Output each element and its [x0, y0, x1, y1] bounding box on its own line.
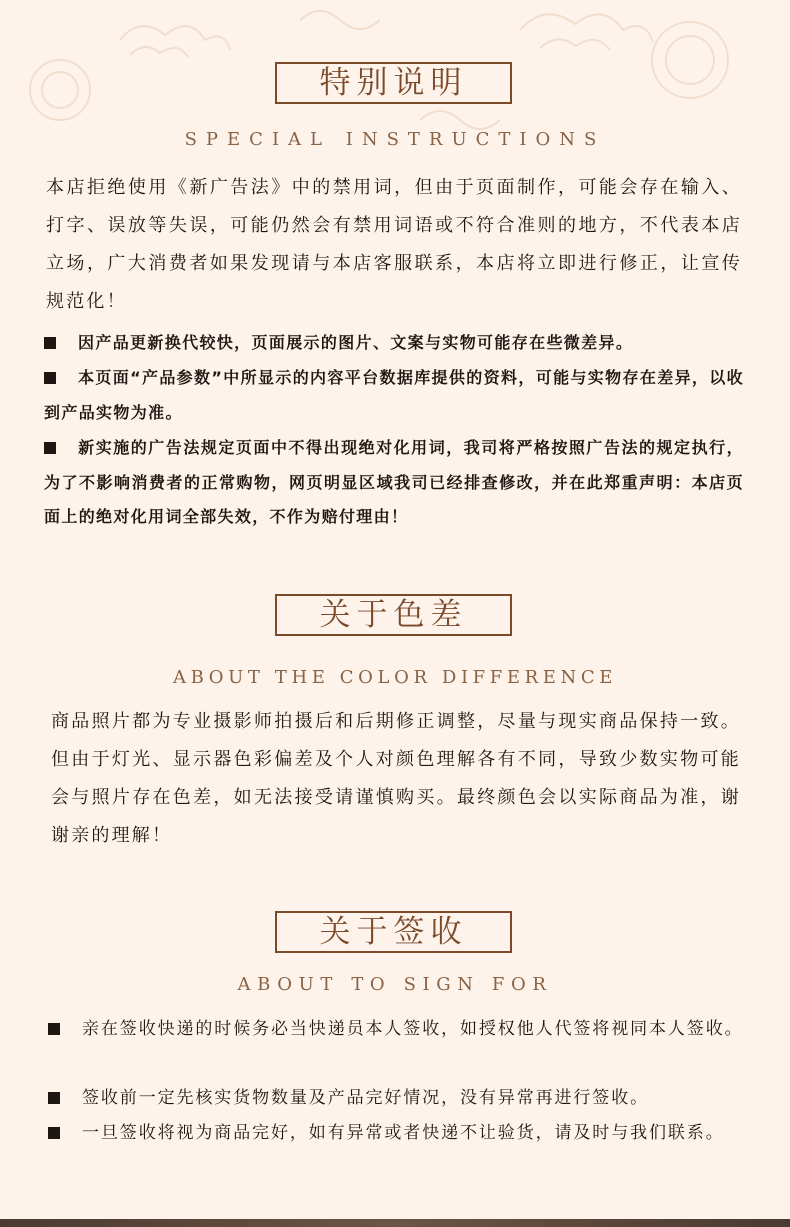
square-bullet-icon [48, 1023, 60, 1035]
square-bullet-icon [48, 1092, 60, 1104]
special-bullet-3-text: 新实施的广告法规定页面中不得出现绝对化用词，我司将严格按照广告法的规定执行，为了不影响消费者的正常购物，网页明显区域我司已经排查修改，并在此郑重声明：本店页面上的绝对化用词全部失效，不作为赔付理由！ [44, 438, 744, 526]
special-bullet-1 [44, 326, 744, 361]
sign-bullet-2 [48, 1081, 748, 1116]
bottom-border-strip [0, 1219, 790, 1227]
color-difference-subtitle: ABOUT THE COLOR DIFFERENCE [173, 667, 617, 688]
sign-bullet-3 [48, 1116, 748, 1151]
sign-bullet-1-text: 亲在签收快递的时候务必当快递员本人签收，如授权他人代签将视同本人签收。 [82, 1019, 744, 1039]
special-bullet-1-text: 因产品更新换代较快，页面展示的图片、文案与实物可能存在些微差异。 [78, 333, 634, 352]
sign-for-subtitle: ABOUT TO SIGN FOR [237, 974, 553, 995]
special-instructions-title: 特别说明 [275, 62, 512, 104]
square-bullet-icon [44, 337, 56, 349]
color-difference-paragraph: 商品照片都为专业摄影师拍摄后和后期修正调整，尽量与现实商品保持一致。但由于灯光、显示器色彩偏差及个人对颜色理解各有不同，导致少数实物可能会与照片存在色差，如无法接受请谨慎购买。最终颜色会以实际商品为准，谢谢亲的理解！ [51, 711, 741, 846]
sign-bullet-2-text: 签收前一定先核实货物数量及产品完好情况，没有异常再进行签收。 [82, 1088, 649, 1108]
square-bullet-icon [44, 372, 56, 384]
sign-bullet-3-text: 一旦签收将视为商品完好，如有异常或者快递不让验货，请及时与我们联系。 [82, 1123, 725, 1143]
sign-bullet-1 [48, 1012, 748, 1047]
special-bullet-2-text: 本页面“产品参数”中所显示的内容平台数据库提供的资料，可能与实物存在差异，以收到产品实物为准。 [44, 368, 744, 422]
special-bullet-3 [44, 431, 744, 535]
square-bullet-icon [44, 442, 56, 454]
sign-for-title: 关于签收 [275, 911, 512, 953]
color-difference-title: 关于色差 [275, 594, 512, 636]
special-instructions-subtitle: SPECIAL INSTRUCTIONS [184, 129, 606, 150]
square-bullet-icon [48, 1127, 60, 1139]
special-bullet-2 [44, 361, 744, 430]
special-intro-paragraph: 本店拒绝使用《新广告法》中的禁用词，但由于页面制作，可能会存在输入、打字、误放等失误，可能仍然会有禁用词语或不符合准则的地方，不代表本店立场，广大消费者如果发现请与本店客服联系，本店将立即进行修正，让宣传规范化！ [46, 177, 742, 312]
